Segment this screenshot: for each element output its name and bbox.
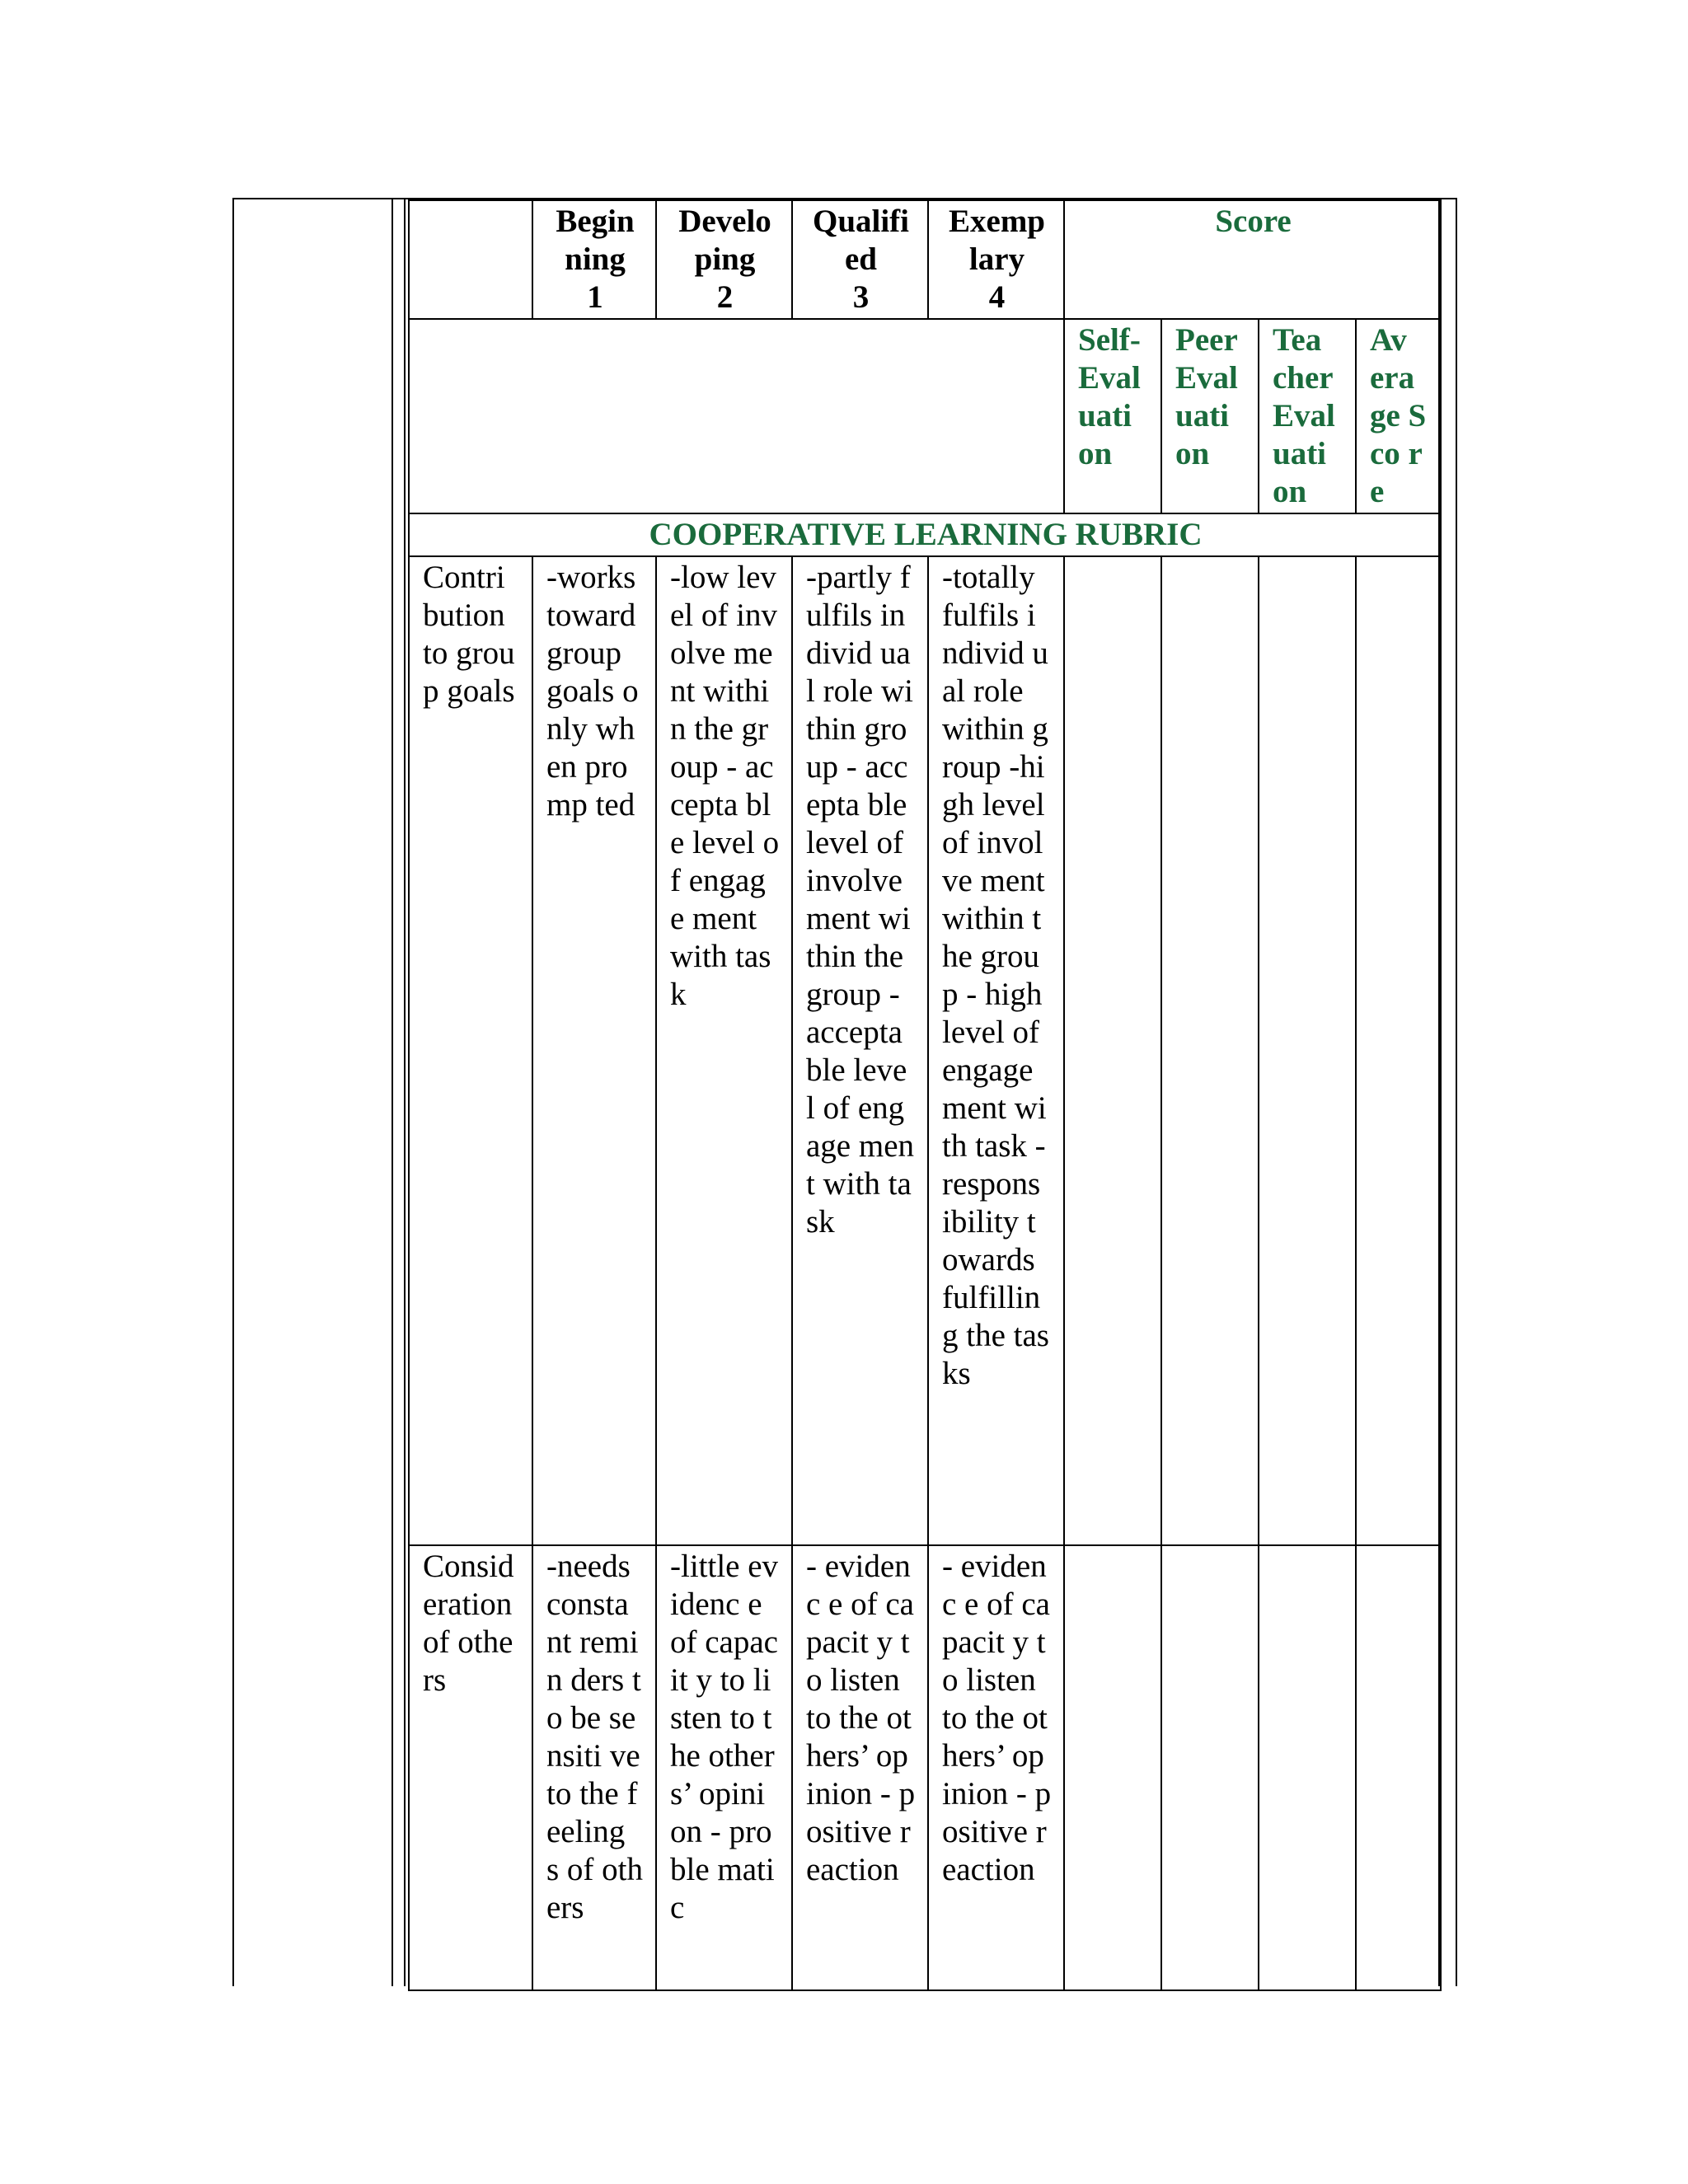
average-score-cell	[1356, 1545, 1441, 1990]
outer-divider	[404, 198, 406, 1986]
average-score-header: Av era ge Sco re	[1356, 319, 1441, 513]
level-beginning-header	[532, 200, 656, 319]
criterion-row	[409, 556, 1441, 1545]
qualified-cell: - evidenc e of capacit y to listen to the others’ opinion - positive reaction	[792, 1545, 928, 1990]
beginning-cell: -works toward group goals only when promp ted	[532, 556, 656, 1545]
peer-evaluation-header: Peer Eval uati on	[1161, 319, 1259, 513]
self-evaluation-header: Self- Eval uati on	[1064, 319, 1161, 513]
peer-score-cell	[1161, 1545, 1259, 1990]
header-levels-row	[409, 200, 1441, 319]
rubric-table	[408, 199, 1442, 1991]
exemplary-cell: - evidenc e of capacit y to listen to the others’ opinion - positive reaction	[928, 1545, 1064, 1990]
header-empty-cell	[409, 200, 532, 319]
teacher-score-cell	[1259, 556, 1356, 1545]
criterion-cell: Contri bution to group goals	[409, 556, 532, 1545]
criterion-cell: Consid eration of others	[409, 1545, 532, 1990]
self-score-cell	[1064, 556, 1161, 1545]
self-score-cell	[1064, 1545, 1161, 1990]
level-number: 4	[988, 279, 1006, 315]
average-score-cell	[1356, 556, 1441, 1545]
level-qualified-header	[792, 200, 928, 319]
level-number: 2	[716, 279, 734, 315]
developing-cell: -low level of involve ment within the group - accepta ble level of engage ment with task	[656, 556, 792, 1545]
level-label: Exemp lary	[949, 204, 1045, 277]
level-number: 3	[852, 279, 870, 315]
rubric-title: COOPERATIVE LEARNING RUBRIC	[409, 513, 1441, 556]
exemplary-cell: -totally fulfils individ ual role within group -high level of involve ment within the group - high level of engage ment with task - respons ibility towards fulfillin g the tasks	[928, 556, 1064, 1545]
title-row	[409, 513, 1441, 556]
developing-cell: -little evidenc e of capacit y to listen to the others’ opinion - proble matic	[656, 1545, 792, 1990]
teacher-score-cell	[1259, 1545, 1356, 1990]
peer-score-cell	[1161, 556, 1259, 1545]
teacher-evaluation-header: Tea cher Eval uati on	[1259, 319, 1356, 513]
level-label: Qualifi ed	[812, 204, 910, 277]
qualified-cell: -partly fulfils individ ual role within group - accepta ble level of involve ment within the group - accepta ble level of engage ment with task	[792, 556, 928, 1545]
criterion-row	[409, 1545, 1441, 1990]
level-number: 1	[587, 279, 603, 315]
level-developing-header	[656, 200, 792, 319]
level-exemplary-header	[928, 200, 1064, 319]
score-header: Score	[1064, 200, 1441, 319]
header-score-row	[409, 319, 1441, 513]
outer-divider	[392, 198, 393, 1986]
level-label: Develo ping	[678, 204, 771, 277]
level-label: Begin ning	[556, 204, 635, 277]
beginning-cell: -needs consta nt remin ders to be sensiti ve to the feeling s of others	[532, 1545, 656, 1990]
header-blank-span	[409, 319, 1064, 513]
